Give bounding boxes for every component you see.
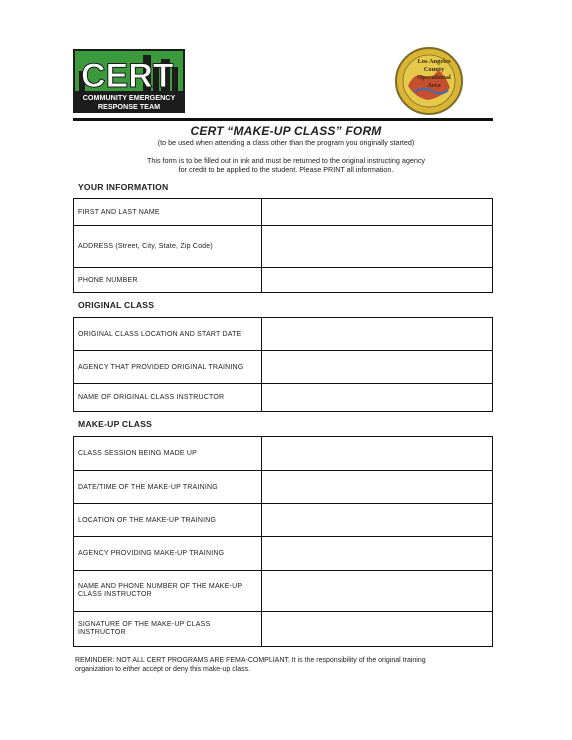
field-label: PHONE NUMBER <box>74 268 262 292</box>
field-row-original-instructor <box>73 383 493 412</box>
field-row-makeup-datetime <box>73 470 493 504</box>
field-row-makeup-instructor <box>73 570 493 612</box>
original-instructor-input[interactable] <box>262 384 492 411</box>
form-subtitle: (to be used when attending a class other than the program you originally started) <box>157 138 415 147</box>
original-class-location-input[interactable] <box>262 318 492 350</box>
makeup-agency-input[interactable] <box>262 537 492 570</box>
section-heading-make-up-class: MAKE-UP CLASS <box>78 419 153 429</box>
reminder-line-2: organization to either accept or deny this make-up class. <box>75 666 251 673</box>
reminder-note <box>75 656 505 674</box>
session-made-up-input[interactable] <box>262 437 492 470</box>
seal-line-4: Area <box>427 82 441 89</box>
form-intro <box>90 156 482 174</box>
phone-number-input[interactable] <box>262 268 492 292</box>
field-label: LOCATION OF THE MAKE-UP TRAINING <box>74 504 262 536</box>
makeup-datetime-input[interactable] <box>262 471 492 503</box>
field-row-original-agency <box>73 350 493 384</box>
seal-line-3: Operational <box>417 74 451 81</box>
field-row-first-last-name <box>73 198 493 226</box>
field-label: NAME OF ORIGINAL CLASS INSTRUCTOR <box>74 384 262 411</box>
field-label: SIGNATURE OF THE MAKE-UP CLASS INSTRUCTOR <box>74 612 262 646</box>
section-heading-your-information: YOUR INFORMATION <box>78 182 169 192</box>
intro-line-2: for credit to be applied to the student. Please PRINT all information. <box>178 165 394 174</box>
makeup-signature-input[interactable] <box>262 612 492 646</box>
field-label: ADDRESS (Street, City, State, Zip Code) <box>74 226 262 267</box>
field-row-makeup-location <box>73 503 493 537</box>
original-agency-input[interactable] <box>262 351 492 383</box>
cert-logo-line1: COMMUNITY EMERGENCY <box>82 93 176 102</box>
cert-logo-line2: RESPONSE TEAM <box>97 102 161 111</box>
field-label: AGENCY PROVIDING MAKE-UP TRAINING <box>74 537 262 570</box>
cert-logo-letters: CERT <box>81 57 174 95</box>
field-row-makeup-agency <box>73 536 493 571</box>
field-row-session-made-up <box>73 436 493 471</box>
address-input[interactable] <box>262 226 492 267</box>
makeup-instructor-input[interactable] <box>262 571 492 611</box>
la-county-seal <box>394 46 464 116</box>
field-label: ORIGINAL CLASS LOCATION AND START DATE <box>74 318 262 350</box>
field-label: FIRST AND LAST NAME <box>74 199 262 225</box>
header-divider <box>73 118 493 121</box>
field-label: CLASS SESSION BEING MADE UP <box>74 437 262 470</box>
form-title: CERT “MAKE-UP CLASS” FORM <box>190 124 382 138</box>
field-label: NAME AND PHONE NUMBER OF THE MAKE-UP CLASS INSTRUCTOR <box>74 571 262 611</box>
field-label: DATE/TIME OF THE MAKE-UP TRAINING <box>74 471 262 503</box>
field-row-address <box>73 225 493 268</box>
field-row-phone <box>73 267 493 293</box>
reminder-line-1: REMINDER: NOT ALL CERT PROGRAMS ARE FEMA-COMPLIANT. It is the responsibility of the original training <box>75 657 426 664</box>
cert-logo <box>73 49 185 113</box>
makeup-location-input[interactable] <box>262 504 492 536</box>
seal-line-1: Los Angeles <box>417 58 451 65</box>
field-row-makeup-signature <box>73 611 493 647</box>
first-last-name-input[interactable] <box>262 199 492 225</box>
seal-line-2: County <box>423 66 445 73</box>
intro-line-1: This form is to be filled out in ink and must be returned to the original instructing agency <box>146 156 426 165</box>
field-label: AGENCY THAT PROVIDED ORIGINAL TRAINING <box>74 351 262 383</box>
section-heading-original-class: ORIGINAL CLASS <box>78 300 155 310</box>
field-row-original-location <box>73 317 493 351</box>
